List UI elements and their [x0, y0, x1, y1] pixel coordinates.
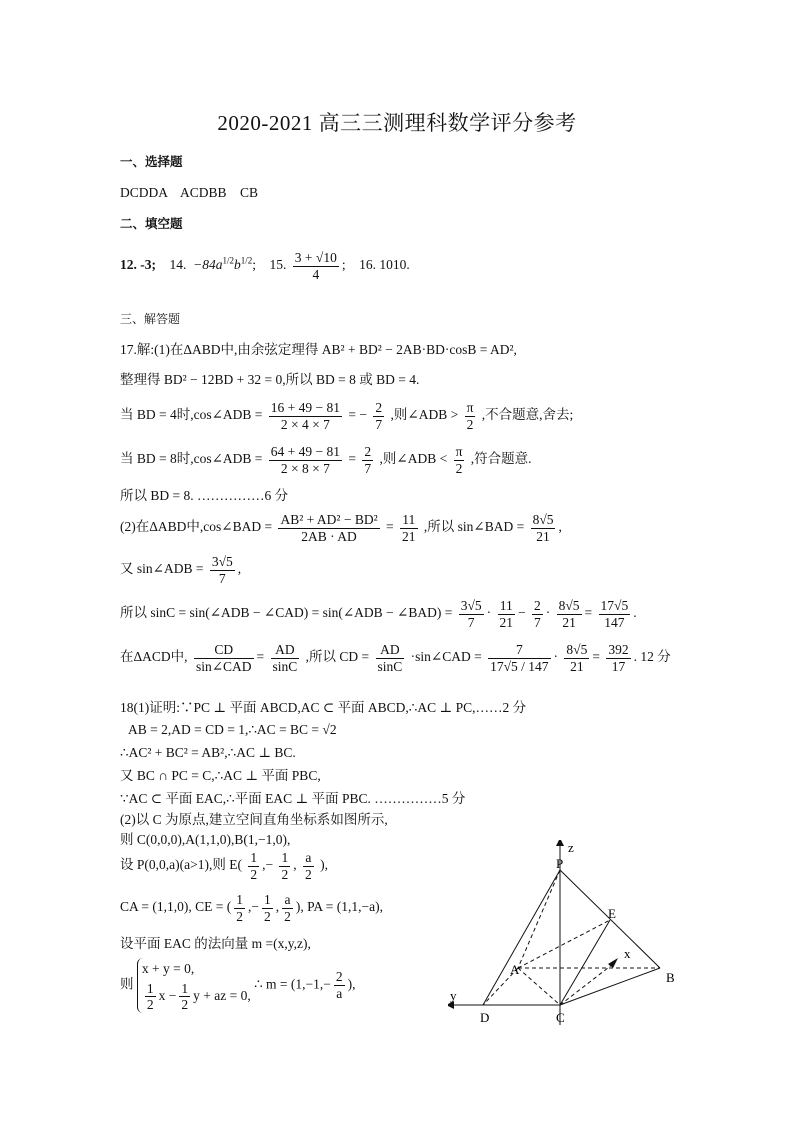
label-z: z: [568, 840, 574, 855]
equation-system: x + y = 0, $\frac{1}{2}$ x − $\frac{1}{2}$ y + az = 0,: [137, 958, 251, 1013]
choice-answers: DCDDA ACDBB CB: [120, 185, 259, 200]
label-y: y: [450, 988, 457, 1003]
fraction: $\frac{11}{21}$: [402, 512, 416, 544]
fraction: $\frac{2}{a}$: [335, 969, 343, 1001]
q15-fraction: $\frac{3 + √10}{4}$: [294, 250, 337, 282]
p17-line6: (2)在ΔABD中,cos∠BAD = $\frac{\text{AB² + AD² − BD²}}{2AB \cdot AD}$ = $\frac{11}{21}$ ,所以 sin∠BAD = $\frac{8√5}{21}$ ,: [120, 512, 562, 544]
fraction: $\frac{8√5}{21}$: [566, 642, 588, 674]
fraction: $\frac{AD}{\sin C}$: [377, 642, 403, 674]
section-heading-fill: 二、填空题: [120, 216, 183, 231]
fraction: $\frac{1}{2}$: [264, 892, 271, 924]
label-P: P: [556, 856, 564, 871]
edge-CE: [560, 920, 610, 1005]
p18-line1: 18(1)证明:∵PC ⊥ 平面 ABCD,AC ⊂ 平面 ABCD,∴AC ⊥ PC,……2 分: [120, 700, 527, 715]
fraction: $\frac{3√5}{7}$: [460, 598, 482, 630]
label-E: E: [608, 906, 616, 921]
p18-line7: 则 C(0,0,0),A(1,1,0),B(1,−1,0),: [120, 832, 291, 847]
p18-line3: ∴AC² + BC² = AB²,∴AC ⊥ BC.: [120, 745, 296, 760]
p18-line9: CA = (1,1,0), CE = ( $\frac{1}{2}$ ,− $\frac{1}{2}$ , $\frac{a}{2}$ ), PA = (1,1,−a),: [120, 892, 383, 924]
p18-line10: 设平面 EAC 的法向量 m =(x,y,z),: [120, 936, 311, 951]
p18-line6: (2)以 C 为原点,建立空间直角坐标系如图所示,: [120, 812, 388, 827]
p17-line1: 17.解:(1)在ΔABD中,由余弦定理得 AB² + BD² − 2AB·BD·cosB = AD²,: [120, 342, 517, 357]
fraction: $\frac{8√5}{21}$: [558, 598, 580, 630]
p17-line3: 当 BD = 4时,cos∠ADB = $\frac{16 + 49 - 81}{2 \times 4 \times 7}$ = − $\frac{2}{7}$ ,则∠ADB > $\frac{\pi}{2}$ ,不合题意,舍去;: [120, 400, 574, 432]
p18-line8: 设 P(0,0,a)(a>1),则 E( $\frac{1}{2}$ ,− $\frac{1}{2}$ , $\frac{a}{2}$ ),: [120, 850, 328, 882]
fraction: $\frac{CD}{\text{sin∠CAD}}$: [195, 642, 252, 674]
fraction: $\frac{\text{AB² + AD² − BD²}}{2AB \cdot AD}$: [280, 512, 378, 544]
p18-line11: 则 x + y = 0, $\frac{1}{2}$ x − $\frac{1}{2}$ y + az = 0, ∴ m = (1,−1,− $\frac{2}{a}$ ),: [120, 958, 356, 1013]
label-A: A: [510, 962, 520, 977]
fraction: $\frac{2}{7}$: [534, 598, 541, 630]
fraction: $\frac{8√5}{21}$: [532, 512, 554, 544]
fraction: $\frac{\pi}{2}$: [466, 400, 474, 432]
q16-answer: 16. 1010.: [359, 257, 410, 273]
fraction: $\frac{16 + 49 - 81}{2 \times 4 \times 7}$: [270, 400, 341, 432]
p17-line4: 当 BD = 8时,cos∠ADB = $\frac{64 + 49 - 81}{2 \times 8 \times 7}$ = $\frac{2}{7}$ ,则∠ADB < $\frac{\pi}{2}$ ,符合题意.: [120, 444, 532, 476]
fraction: $\frac{1}{2}$: [146, 980, 154, 1013]
p17-line9: 在ΔACD中, $\frac{CD}{\text{sin∠CAD}}$ = $\frac{AD}{\sin C}$ ,所以 CD = $\frac{AD}{\sin C}$ ·sin∠CAD = $\frac{7}{17√5 / 147}$ · $\frac{8√5}{21}$ = $\frac{392}{17}$ . 12 分: [120, 642, 671, 674]
fraction: $\frac{\pi}{2}$: [455, 444, 463, 476]
fraction: $\frac{1}{2}$: [181, 980, 189, 1013]
q12-answer: 12. -3;: [120, 257, 156, 273]
fraction: $\frac{11}{21}$: [499, 598, 513, 630]
label-B: B: [666, 970, 675, 985]
section-heading-choice: 一、选择题: [120, 154, 183, 169]
q14-exp2: 1/2: [240, 255, 253, 266]
fraction: $\frac{17√5}{147}$: [600, 598, 629, 630]
label-D: D: [480, 1010, 490, 1025]
q14-label: 14.: [169, 257, 187, 273]
fraction: $\frac{2}{7}$: [375, 400, 383, 432]
p18-line4: 又 BC ∩ PC = C,∴AC ⊥ 平面 PBC,: [120, 768, 321, 783]
fraction: $\frac{64 + 49 - 81}{2 \times 8 \times 7}$: [270, 444, 341, 476]
p18-line5: ∵AC ⊂ 平面 EAC,∴平面 EAC ⊥ 平面 PBC. ……………5 分: [120, 791, 466, 806]
page-title: 2020-2021 高三三测理科数学评分参考: [217, 111, 577, 135]
fraction: $\frac{a}{2}$: [304, 850, 312, 882]
fill-answers-line: 12. -3; 14. $-84a^{1/2}b^{1/2}$; 15. $\frac{3 + √10}{4}$ ; 16. 1010.: [120, 250, 410, 282]
fraction: $\frac{1}{2}$: [281, 850, 289, 882]
x-arrow: [608, 958, 618, 968]
coordinate-figure: [448, 840, 708, 1040]
section-heading-solve: 三、解答题: [120, 312, 181, 326]
label-x: x: [624, 946, 631, 961]
z-arrow: [556, 840, 564, 846]
fraction: $\frac{1}{2}$: [236, 892, 243, 924]
fraction: $\frac{1}{2}$: [250, 850, 258, 882]
fraction: $\frac{7}{17√5 / 147}$: [490, 642, 549, 674]
fraction: $\frac{AD}{\sin C}$: [272, 642, 298, 674]
p17-line5: 所以 BD = 8. ……………6 分: [120, 488, 289, 503]
q14-base2: b: [234, 257, 241, 273]
q14-coef: −84a: [193, 257, 223, 273]
p17-line7: 又 sin∠ADB = $\frac{3√5}{7}$ ,: [120, 554, 242, 586]
p17-line8: 所以 sinC = sin(∠ADB − ∠CAD) = sin(∠ADB − ∠BAD) = $\frac{3√5}{7}$ · $\frac{11}{21}$ − $\frac{2}{7}$ · $\frac{8√5}{21}$ = $\frac{17√5}{147}$ .: [120, 598, 637, 630]
edge-PD: [483, 870, 560, 1005]
label-C: C: [556, 1010, 565, 1025]
q15-label: 15.: [269, 257, 287, 273]
q14-exp1: 1/2: [222, 255, 235, 266]
p18-line2: AB = 2,AD = CD = 1,∴AC = BC = √2: [128, 722, 337, 737]
edge-CB: [560, 968, 660, 1005]
fraction: $\frac{3√5}{7}$: [211, 554, 233, 586]
fraction: $\frac{a}{2}$: [284, 892, 291, 924]
fraction: $\frac{2}{7}$: [364, 444, 372, 476]
fraction: $\frac{392}{17}$: [608, 642, 629, 674]
p17-line2: 整理得 BD² − 12BD + 32 = 0,所以 BD = 8 或 BD = 4.: [120, 372, 420, 387]
